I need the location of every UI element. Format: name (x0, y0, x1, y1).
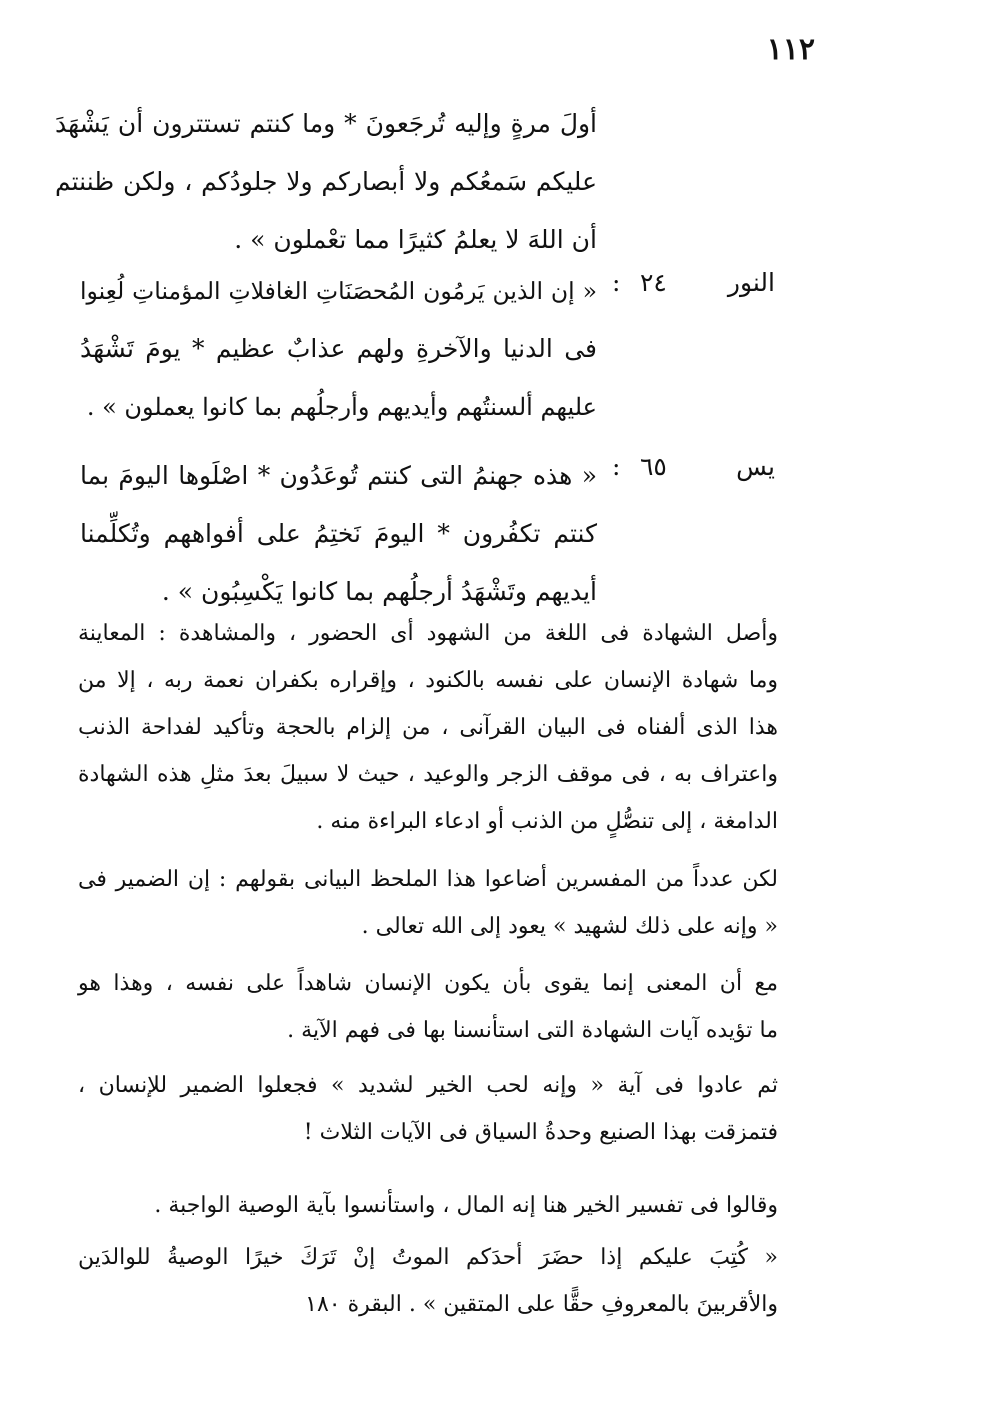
text-line: وما شهادة الإنسان على نفسه بالكنود ، وإقراره بكفران نعمة ربه ، إلا من (78, 668, 778, 693)
verse-number: ٦٥ (640, 452, 667, 481)
verse-number: ٢٤ (640, 268, 667, 297)
page-number: ١١٢ (766, 32, 815, 67)
text-line: وقالوا فى تفسير الخير هنا إنه المال ، واستأنسوا بآية الوصية الواجبة . (154, 1193, 778, 1218)
verse-separator: : (612, 268, 621, 297)
verse-separator: : (612, 452, 621, 481)
text-line: « وإنه على ذلك لشهيد » يعود إلى الله تعالى . (361, 914, 778, 939)
paragraph-meaning (78, 960, 778, 1054)
paragraph-origin-of-testimony (78, 610, 778, 845)
verse-line: كنتم تكفُرون * اليومَ نَختِمُ على أفواههم وتُكلِّمنا (80, 519, 597, 548)
verse-line: « هذه جهنمُ التى كنتم تُوعَدُون * اصْلَوها اليومَ بما (80, 461, 597, 490)
surah-name: يس (736, 452, 775, 481)
verse-line: عليهم ألسنتُهم وأيديهم وأرجلُهم بما كانوا يعملون » . (86, 393, 597, 421)
text-line: هذا الذى ألفناه فى البيان القرآنى ، من إلزام بالحجة وتأكيد لفداحة الذنب (78, 715, 778, 740)
text-line: فتمزقت بهذا الصنيع وحدةُ السياق فى الآيات الثلاث ! (303, 1120, 778, 1145)
text-line: لكن عدداً من المفسرين أضاعوا هذا الملحظ البيانى بقولهم : إن الضمير فى (78, 867, 778, 892)
verse-line: عليكم سَمعُكم ولا أبصاركم ولا جلودُكم ، ولكن ظننتم (55, 167, 597, 196)
verse-ya-sin-65 (80, 447, 597, 621)
text-line: مع أن المعنى إنما يقوى بأن يكون الإنسان شاهداً على نفسه ، وهذا هو (78, 971, 778, 996)
paragraph-pronoun (78, 1062, 778, 1156)
paragraph-wealth (78, 1182, 778, 1229)
verse-line: فى الدنيا والآخرةِ ولهم عذابٌ عظيم * يومَ تَشْهَدُ (80, 334, 597, 363)
text-line: الدامغة ، إلى تنصُّلٍ من الذنب أو ادعاء البراءة منه . (316, 809, 778, 834)
verse-an-nur-24 (80, 262, 597, 436)
text-line: ثم عادوا فى آية « وإنه لحب الخير لشديد » فجعلوا الضمير للإنسان ، (78, 1073, 778, 1098)
surah-name: النور (727, 268, 775, 297)
text-line: « كُتِبَ عليكم إذا حضَرَ أحدَكم الموتُ إنْ تَرَكَ خيرًا الوصيةُ للوالدَين (78, 1245, 778, 1270)
paragraph-commentators (78, 856, 778, 950)
quote-al-baqara-180 (78, 1234, 778, 1328)
text-line: وأصل الشهادة فى اللغة من الشهود أى الحضور ، والمشاهدة : المعاينة (78, 621, 778, 646)
verse-line: أن اللهَ لا يعلمُ كثيرًا مما تعْملون » . (234, 225, 597, 254)
text-line: واعتراف به ، فى موقف الزجر والوعيد ، حيث لا سبيلَ بعدَ مثلِ هذه الشهادة (78, 762, 778, 787)
verse-line: أولَ مرةٍ وإليه تُرجَعونَ * وما كنتم تستترون أن يَشْهَدَ (55, 109, 597, 138)
text-line: والأقربينَ بالمعروفِ حقًّا على المتقين » . البقرة ١٨٠ (305, 1292, 778, 1317)
verse-line: « إن الذين يَرمُون المُحصَنَاتِ الغافلاتِ المؤمناتِ لُعِنوا (80, 277, 597, 305)
verse-line: أيديهم وتَشْهَدُ أرجلُهم بما كانوا يَكْسِبُون » . (161, 577, 597, 606)
text-line: ما تؤيده آيات الشهادة التى استأنسنا بها فى فهم الآية . (287, 1018, 778, 1043)
verse-continuation (55, 95, 597, 269)
